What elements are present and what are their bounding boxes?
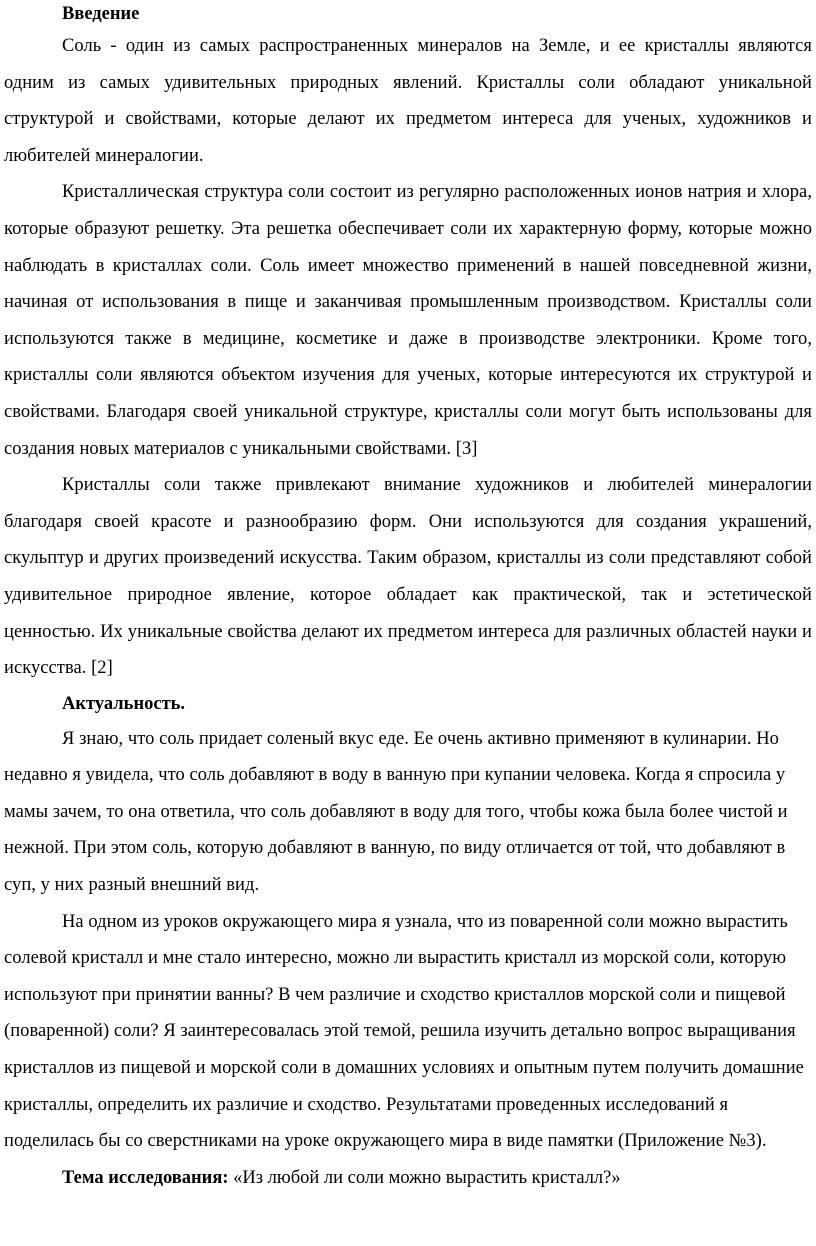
intro-paragraph-3: Кристаллы соли также привлекают внимание художников и любителей минералогии благодаря своей красоте и разнообразию форм. Они используются для создания украшений, скульптур и других произведений искусства. Таким образом, кристаллы из соли представляют собой удивительное природное явление, которое обладает как практической, так и эстетической ценностью. Их уникальные свойства делают их предметом интереса для различных областей науки и искусства. [2] (4, 475, 812, 679)
research-topic-text: «Из любой ли соли можно вырастить кристалл?» (228, 1167, 621, 1188)
intro-heading: Введение (62, 4, 140, 24)
research-topic-label: Тема исследования: (62, 1167, 229, 1188)
relevance-heading: Актуальность. (62, 693, 186, 714)
intro-paragraph-2: Кристаллическая структура соли состоит из регулярно расположенных ионов натрия и хлора, которые образуют решетку. Эта решетка обеспечивает соли их характерную форму, которые можно наблюдать в кристаллах соли. Соль имеет множество применений в нашей повседневной жизни, начиная от использования в пище и заканчивая промышленным производством. Кристаллы соли используются также в медицине, косметике и даже в производстве электроники. Кроме того, кристаллы соли являются объектом изучения для ученых, которые интересуются их структурой и свойствами. Благодаря своей уникальной структуре, кристаллы соли могут быть использованы для создания новых материалов с уникальными свойствами. [3] (4, 182, 812, 459)
relevance-paragraph-1: Я знаю, что соль придает соленый вкус еде. Ее очень активно применяют в кулинарии. Но недавно я увидела, что соль добавляют в воду в ванную при купании человека. Когда я спросила у мамы зачем, то она ответила, что соль добавляют в воду для того, чтобы кожа была более чистой и нежной. При этом соль, которую добавляют в ванную, по виду отличается от той, что добавляют в суп, у них разный внешний вид. (4, 728, 788, 896)
research-topic (4, 1160, 812, 1197)
relevance-paragraph-2: На одном из уроков окружающего мира я узнала, что из поваренной соли можно вырастить солевой кристалл и мне стало интересно, можно ли вырастить кристалл из морской соли, которую используют при принятии ванны? В чем различие и сходство кристаллов морской соли и пищевой (поваренной) соли? Я заинтересовалась этой темой, решила изучить детально вопрос выращивания кристаллов из пищевой и морской соли в домашних условиях и опытным путем получить домашние кристаллы, определить их различие и сходство. Результатами проведенных исследований я поделилась бы со сверстниками на уроке окружающего мира в виде памятки (Приложение №3). (4, 911, 804, 1152)
intro-paragraph-1: Соль - один из самых распространенных минералов на Земле, и ее кристаллы являются одним из самых удивительных природных явлений. Кристаллы соли обладают уникальной структурой и свойствами, которые делают их предметом интереса для ученых, художников и любителей минералогии. (4, 36, 812, 166)
